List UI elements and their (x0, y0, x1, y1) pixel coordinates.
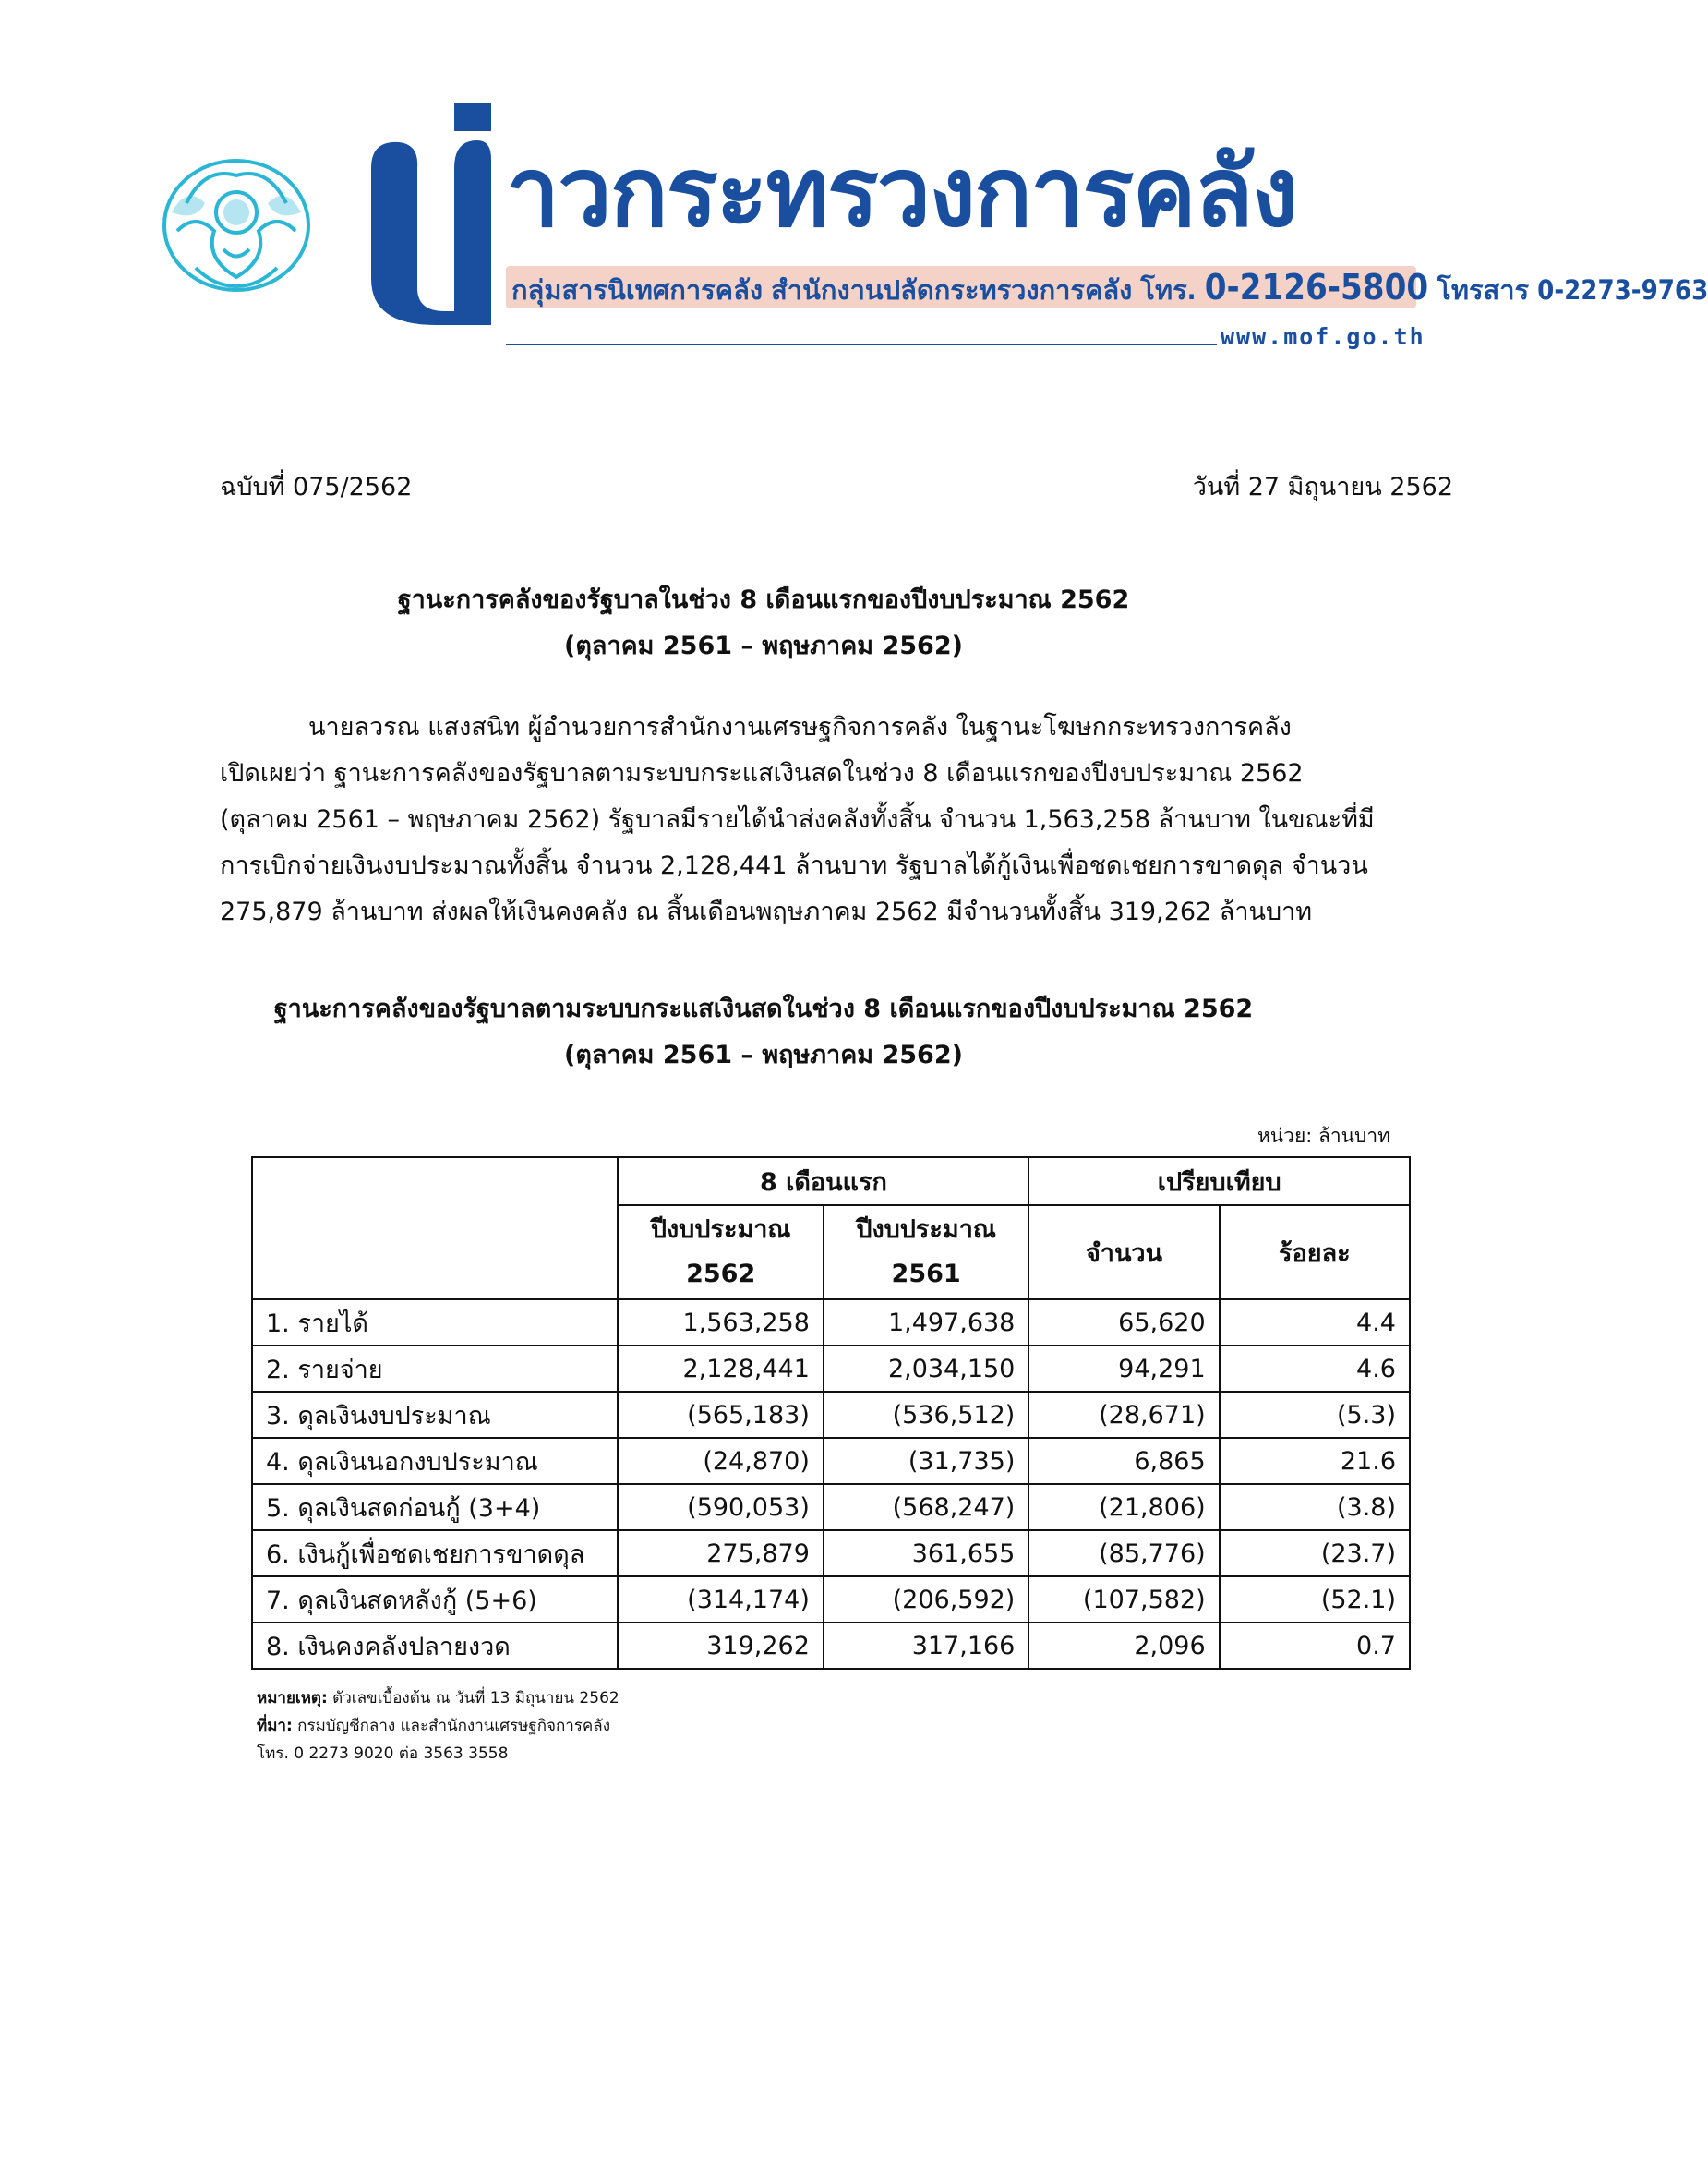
paragraph-line: การเบิกจ่ายเงินงบประมาณทั้งสิ้น จำนวน 2,128,441 ล้านบาท รัฐบาลได้กู้เงินเพื่อชดเชยการขาดดุล จำนวน (220, 851, 1368, 880)
table-cell: 2,096 (1028, 1623, 1219, 1669)
column-header-percent: ร้อยละ (1220, 1205, 1410, 1299)
table-title: ฐานะการคลังของรัฐบาลตามระบบกระแสเงินสดในช่วง 8 เดือนแรกของปีงบประมาณ 2562 (273, 995, 1254, 1023)
contact-note: โทร. 0 2273 9020 ต่อ 3563 3558 (257, 1744, 509, 1763)
table-body (252, 1299, 1410, 1669)
remark-note (257, 1684, 619, 1712)
table-row (252, 1530, 1410, 1576)
remark-label: หมายเหตุ: (257, 1689, 328, 1707)
table-cell: (590,053) (618, 1484, 823, 1530)
row-label: 8. เงินคงคลังปลายงวด (252, 1623, 618, 1669)
fax-number: 0-2273-9763 (1537, 274, 1708, 306)
table-corner-cell (252, 1157, 618, 1299)
table-cell: (568,247) (824, 1484, 1028, 1530)
table-row (252, 1392, 1410, 1438)
table-cell: 4.6 (1220, 1345, 1410, 1392)
row-label: 4. ดุลเงินนอกงบประมาณ (252, 1438, 618, 1484)
column-header-amount: จำนวน (1028, 1205, 1219, 1299)
fiscal-table (251, 1156, 1411, 1670)
source-note (257, 1712, 610, 1740)
document-title: ฐานะการคลังของรัฐบาลในช่วง 8 เดือนแรกของปีงบประมาณ 2562 (397, 585, 1130, 614)
row-label: 7. ดุลเงินสดหลังกู้ (5+6) (252, 1576, 618, 1623)
table-cell: 6,865 (1028, 1438, 1219, 1484)
table-cell: 2,034,150 (824, 1345, 1028, 1392)
row-label: 5. ดุลเงินสดก่อนกู้ (3+4) (252, 1484, 618, 1530)
body-paragraph (220, 705, 1411, 935)
table-cell: (107,582) (1028, 1576, 1219, 1623)
masthead-logo-letter (362, 103, 500, 334)
paragraph-line: (ตุลาคม 2561 – พฤษภาคม 2562) รัฐบาลมีรายได้นำส่งคลังทั้งสิ้น จำนวน 1,563,258 ล้านบาท ในขณะที่มี (220, 805, 1375, 834)
table-subtitle: (ตุลาคม 2561 – พฤษภาคม 2562) (564, 1041, 963, 1069)
table-cell: 361,655 (824, 1530, 1028, 1576)
table-cell: 21.6 (1220, 1438, 1410, 1484)
group-header-comparison: เปรียบเทียบ (1028, 1157, 1410, 1205)
masthead-divider (506, 344, 1217, 345)
row-label: 1. รายได้ (252, 1299, 618, 1345)
masthead-title: าวกระทรวงการคลัง (506, 136, 1297, 248)
table-cell: 1,563,258 (618, 1299, 823, 1345)
paragraph-line: 275,879 ล้านบาท ส่งผลให้เงินคงคลัง ณ สิ้นเดือนพฤษภาคม 2562 มีจำนวนทั้งสิ้น 319,262 ล้านบาท (220, 898, 1313, 926)
table-cell: 275,879 (618, 1530, 823, 1576)
website-link[interactable]: www.mof.go.th (1221, 323, 1425, 350)
table-cell: (24,870) (618, 1438, 823, 1484)
document-subtitle: (ตุลาคม 2561 – พฤษภาคม 2562) (564, 632, 963, 660)
table-cell: (23.7) (1220, 1530, 1410, 1576)
table-cell: 4.4 (1220, 1299, 1410, 1345)
column-header-fy2562 (618, 1205, 823, 1299)
column-header-line: 2562 (686, 1260, 756, 1288)
table-unit: หน่วย: ล้านบาท (1257, 1125, 1390, 1147)
garuda-emblem-icon (159, 148, 314, 303)
table-row (252, 1623, 1410, 1669)
table-cell: (52.1) (1220, 1576, 1410, 1623)
column-header-line: 2561 (891, 1260, 961, 1288)
masthead-contact-bar (506, 266, 1708, 308)
column-header-line: ปีงบประมาณ (856, 1215, 996, 1244)
table-row (252, 1299, 1410, 1345)
table-cell: 0.7 (1220, 1623, 1410, 1669)
table-cell: (565,183) (618, 1392, 823, 1438)
group-header-8-months: 8 เดือนแรก (618, 1157, 1028, 1205)
table-cell: (314,174) (618, 1576, 823, 1623)
contact-text: กลุ่มสารนิเทศการคลัง สำนักงานปลัดกระทรวงการคลัง โทร. (511, 274, 1197, 306)
column-header-line: ปีงบประมาณ (650, 1215, 791, 1244)
column-header-fy2561 (824, 1205, 1028, 1299)
table-cell: (5.3) (1220, 1392, 1410, 1438)
issue-number: ฉบับที่ 075/2562 (220, 473, 413, 501)
table-cell: (85,776) (1028, 1530, 1219, 1576)
table-cell: 319,262 (618, 1623, 823, 1669)
source-label: ที่มา: (257, 1717, 293, 1735)
table-cell: (21,806) (1028, 1484, 1219, 1530)
table-cell: (536,512) (824, 1392, 1028, 1438)
fax-label: โทรสาร (1437, 274, 1530, 306)
table-cell: 94,291 (1028, 1345, 1219, 1392)
release-date: วันที่ 27 มิถุนายน 2562 (1192, 473, 1453, 501)
remark-text: ตัวเลขเบื้องต้น ณ วันที่ 13 มิถุนายน 2562 (327, 1689, 619, 1707)
source-text: กรมบัญชีกลาง และสำนักงานเศรษฐกิจการคลัง (292, 1717, 611, 1735)
table-cell: (3.8) (1220, 1484, 1410, 1530)
table-cell: 317,166 (824, 1623, 1028, 1669)
table-cell: 2,128,441 (618, 1345, 823, 1392)
paragraph-line: นายลวรณ แสงสนิท ผู้อำนวยการสำนักงานเศรษฐกิจการคลัง ในฐานะโฆษกกระทรวงการคลัง (308, 713, 1292, 742)
table-row (252, 1345, 1410, 1392)
table-cell: (206,592) (824, 1576, 1028, 1623)
phone-number: 0-2126-5800 (1204, 267, 1429, 308)
table-header-row (252, 1157, 1410, 1205)
table-cell: 1,497,638 (824, 1299, 1028, 1345)
table-row (252, 1484, 1410, 1530)
table-cell: (28,671) (1028, 1392, 1219, 1438)
row-label: 3. ดุลเงินงบประมาณ (252, 1392, 618, 1438)
paragraph-line: เปิดเผยว่า ฐานะการคลังของรัฐบาลตามระบบกระแสเงินสดในช่วง 8 เดือนแรกของปีงบประมาณ 2562 (220, 759, 1304, 788)
table-cell: (31,735) (824, 1438, 1028, 1484)
table-cell: 65,620 (1028, 1299, 1219, 1345)
row-label: 2. รายจ่าย (252, 1345, 618, 1392)
table-row (252, 1576, 1410, 1623)
row-label: 6. เงินกู้เพื่อชดเชยการขาดดุล (252, 1530, 618, 1576)
table-row (252, 1438, 1410, 1484)
